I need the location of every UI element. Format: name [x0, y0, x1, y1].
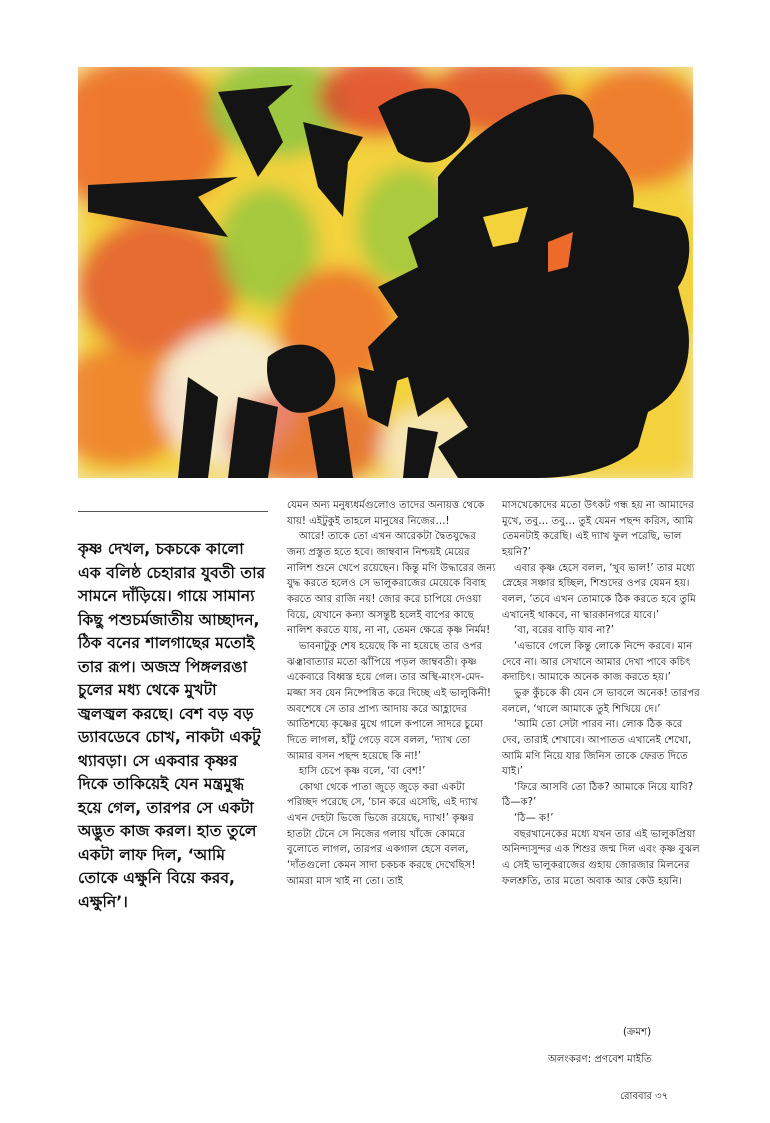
paragraph: বছরখানেকের মধ্যে যখন তার এই ভালুকপ্রিয়া অনিন্দ্যসুন্দর এক শিশুর জন্ম দিল এবং কৃষ্ণ বুঝল এ সেই ভালুকরাজের গুহায় জোরজার মিলনের ফলশ্রুতি, তার মতো অবাক আর কেউ হয়নি। — [502, 828, 700, 887]
paragraph: ‘ঠি— ক!’ — [514, 813, 554, 825]
lead-paragraph: কৃষ্ণ দেখল, চকচকে কালো এক বলিষ্ঠ চেহারার যুবতী তার সামনে দাঁড়িয়ে। গায়ে সামান্য কিছু পশুচর্মজাতীয় আচ্ছাদন, ঠিক বনের শালগাছের মতোই তার রূপ। অজস্র পিঙ্গলরঙা চুলের মধ্য থেকে মুখটা জ্বলজ্বল করছে। বেশ বড় বড় ড্যাবডেবে চোখ, নাকটা একটু থ্যাবড়া। সে একবার কৃষ্ণর দিকে তাকিয়েই যেন মন্ত্রমুগ্ধ হয়ে গেল, তারপর সে একটা অদ্ভুত কাজ করল। হাত তুলে একটা লাফ দিল, ‘আমি তোকে এক্ষুনি বিয়ে করব, এক্ষুনি’। — [78, 540, 266, 911]
section-rule — [78, 511, 268, 512]
paragraph: হাসি চেপে কৃষ্ণ বলে, ‘বা বেশ!’ — [299, 766, 426, 778]
paragraph: ভুরু কুঁচকে কী যেন সে ভাবলে অনেক! তারপর বললে, ‘থালে আমাকে তুই শিখিয়ে দে।’ — [502, 687, 700, 715]
serial-note: (ক্রমশ) — [623, 1027, 652, 1038]
text-column-2 — [287, 498, 497, 889]
paragraph: ‘ফিরে আসবি তো ঠিক? আমাকে নিয়ে যাবি? ঠি—ক?’ — [502, 781, 694, 809]
paragraph: কোথা থেকে পাতা জুড়ে জুড়ে করা একটা পরিচ্ছদ পরেছে সে, ‘চান করে এসেছি, এই দ্যাখ এখন দেহটা ভিজে ভিজে রয়েছে, দ্যাখ!’ কৃষ্ণর হাতটা টেনে সে নিজের গলায় খাঁজে কোমরে বুলোতে লাগল, তারপর একগাল হেসে বলল, ‘দাঁতগুলো কেমন সাদা চকচক করছে দেখেছিস! আমরা মাস খাই না তো। তাই — [287, 781, 478, 887]
paragraph: ‘এভাবে গেলে কিন্তু লোকে নিন্দে করবে। মান দেবে না। আর সেখানে আমার দেখা পাবে কচিৎ কদাচিৎ। আমাকে অনেক কাজ করতে হয়।’ — [502, 640, 693, 684]
paragraph: ভাবনাটুকু শেষ হয়েছে কি না হয়েছে তার ওপর ঝঞ্ঝাবাত্যার মতো ঝাঁপিয়ে পড়ল জাম্ববতী। কৃষ্ণ একেবারে বিধ্বস্ত হয়ে গেল। তার অস্থি-মাংস-মেদ-মজ্জা সব যেন নিষ্পেষিত করে দিচ্ছে এই ভালুকিনী! অবশেষে সে তার প্রাপ্য আদায় করে আহ্লাদের আতিশয্যে কৃষ্ণের মুখে গালে কপালে সাদরে চুমো দিতে লাগল, হাঁটু গেড়ে বসে বলল, ‘দ্যাখ তো আমার বসন পছন্দ হয়েছে কি না!’ — [287, 640, 491, 762]
paragraph: মাসখেকোদের মতো উৎকট গন্ধ হয় না আমাদের মুখে, তবু… তবু… তুই যেমন পছন্দ করিস, আমি তেমনটাই করেছি। এই দ্যাখ ফুল পরেছি, ভাল হয়নি?’ — [502, 500, 694, 558]
paragraph: এবার কৃষ্ণ হেসে বলল, ‘খুব ভাল!’ তার মধ্যে স্নেহের সঞ্চার হচ্ছিল, শিশুদের ওপর যেমন হয়। বলল, ‘তবে এখন তোমাকে ঠিক করতে হবে তুমি এখানেই থাকবে, না দ্বারকানগরে যাবে।’ — [502, 562, 696, 621]
text-column-3 — [502, 498, 702, 889]
illustration — [78, 67, 693, 478]
paragraph: ‘বা, বরের বাড়ি যাব না?’ — [514, 625, 615, 637]
paragraph: আরে! তাকে তো এখন আরেকটা দ্বৈতযুদ্ধের জন্য প্রস্তুত হতে হবে। জাম্ববান নিশ্চয়ই মেয়ের নালিশ শুনে খেপে রয়েছেন। কিন্তু মণি উদ্ধারের জন্য যুদ্ধ করতে হলেও সে ভালুকরাজের মেয়েকে বিবাহ করতে আর রাজি নয়! জোর করে চাপিয়ে দেওয়া বিয়ে, যেখানে কন্যা অসন্তুষ্ট হলেই বাপের কাছে নালিশ করতে যায়, না না, তেমন ক্ষেত্রে কৃষ্ণ নির্মম! — [287, 531, 496, 637]
paragraph: যেমন অন্য মনুষ্যধর্মগুলোও তাদের অনায়ত্ত থেকে যায়! এইটুকুই তাহলে মানুষের নিজের…! — [287, 500, 485, 527]
paragraph: ‘আমি তো সেটা পারব না। লোক ঠিক করে দেব, তারাই শেখাবে। আপাতত এখানেই শেখো, আমি মণি নিয়ে যার জিনিস তাকে ফেরত দিতে যাই।’ — [502, 719, 692, 778]
page-folio: রোববার ৩৭ — [620, 1091, 669, 1102]
illustration-credit: অলংকরণ: প্রণবেশ মাইতি — [548, 1054, 652, 1065]
